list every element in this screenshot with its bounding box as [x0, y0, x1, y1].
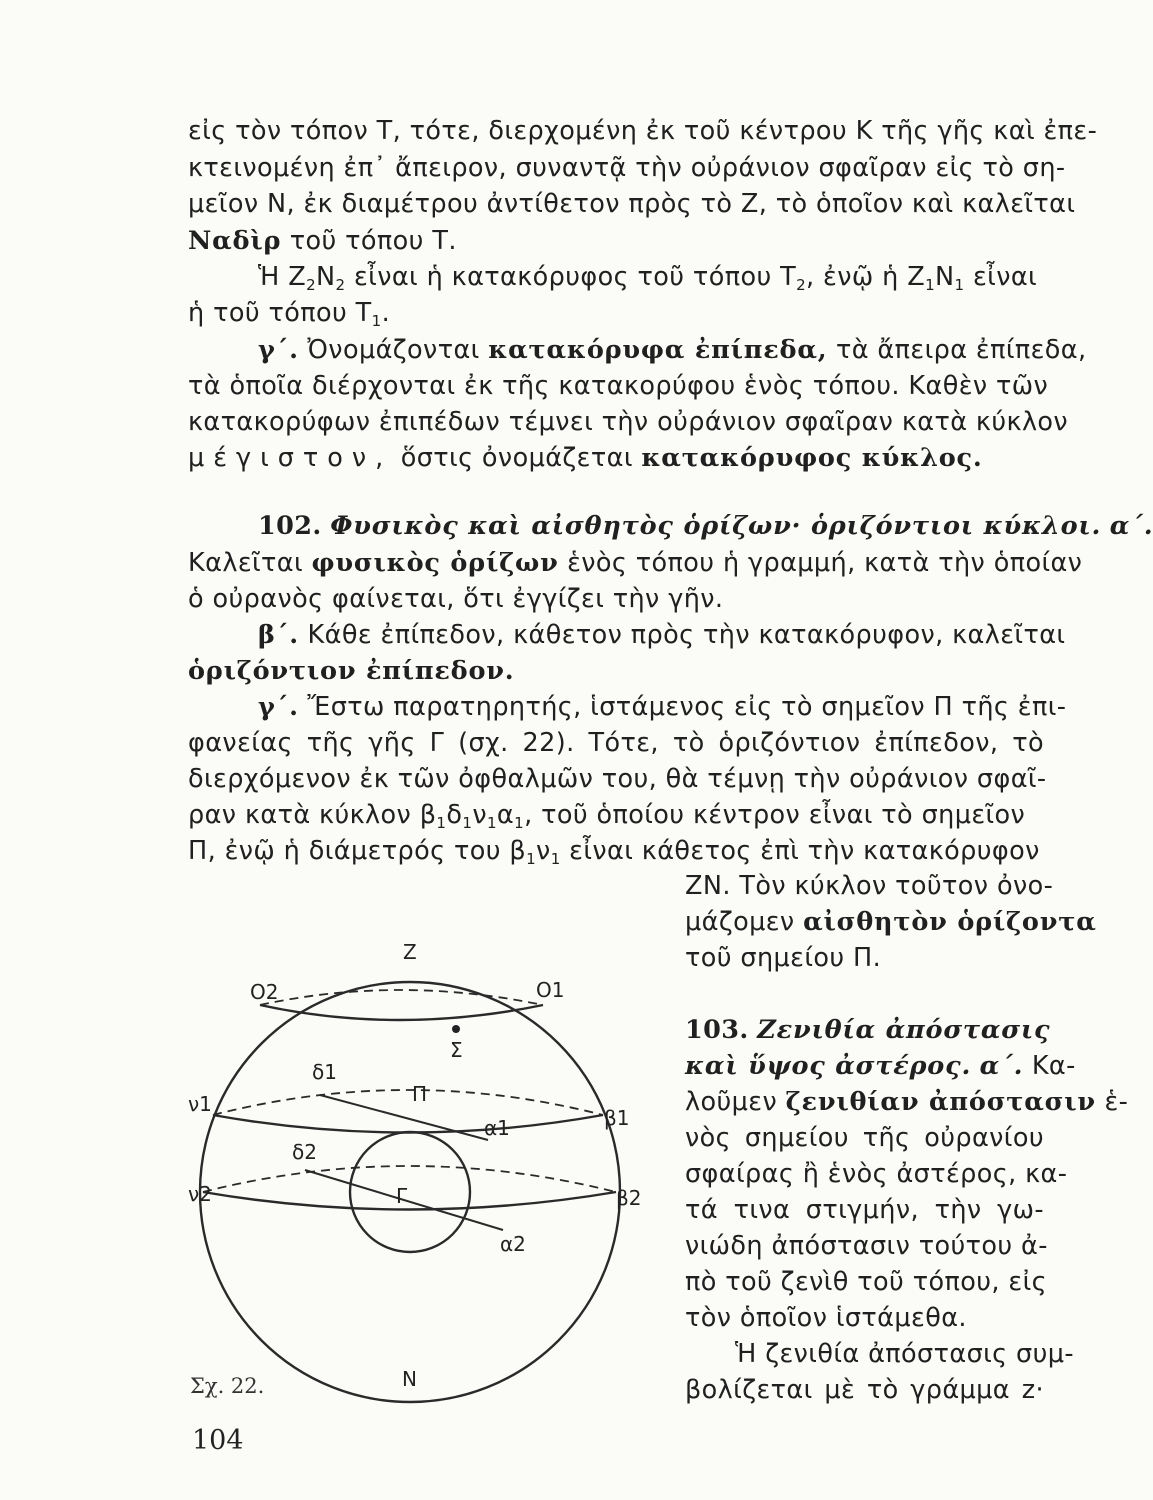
text-span: , ἐνῷ ἡ Z — [806, 262, 926, 292]
label-o2: O2 — [250, 980, 279, 1004]
label-sigma: Σ — [450, 1038, 463, 1062]
text-span: μάζομεν — [685, 907, 795, 937]
label-b2: β2 — [616, 1186, 642, 1210]
text-span: εἶναι — [964, 262, 1038, 292]
text-span: N — [316, 262, 336, 292]
label-beta: β΄. — [258, 620, 299, 650]
text-span: λοῦμεν — [685, 1087, 778, 1117]
text-span: ἑ- — [1104, 1087, 1129, 1117]
text-line — [188, 296, 1044, 330]
text-line: σφαίρας ἢ ἑνὸς ἀστέρος, κα- — [685, 1159, 1068, 1189]
term-vertical-circle: κατακόρυφος κύκλος. — [641, 443, 983, 473]
label-a1: α1 — [484, 1116, 510, 1140]
text-line: Ἡ ζενιθία ἀπόστασις συμ- — [735, 1339, 1074, 1369]
text-line — [685, 1085, 1129, 1119]
subscript: 1 — [954, 276, 965, 294]
figure-caption: Σχ. 22. — [190, 1374, 265, 1398]
text-span: , τοῦ ὁποίου κέντρον εἶναι τὸ σημεῖον — [524, 800, 1026, 830]
text-line — [685, 905, 1097, 939]
label-alpha: α΄. — [1109, 511, 1153, 541]
text-line: εἰς τὸν τόπον Τ, τότε, διερχομένη ἐκ τοῦ κέντρου Κ τῆς γῆς καὶ ἐπε- — [188, 116, 1098, 146]
text-span: ν — [472, 800, 487, 830]
subscript: 1 — [436, 814, 447, 832]
text-line: ὁ οὐρανὸς φαίνεται, ὅτι ἐγγίζει τὴν γῆν. — [188, 584, 724, 614]
text-span: N — [935, 262, 955, 292]
subscript: 1 — [550, 850, 561, 868]
section-heading-103 — [685, 1013, 1051, 1047]
label-o1: O1 — [536, 978, 565, 1002]
text-span: ὅστις ὀνομάζεται — [400, 443, 633, 473]
text-span: Π, ἐνῷ ἡ διάμετρός του β — [188, 836, 527, 866]
label-v2: ν2 — [188, 1182, 212, 1206]
spaced-word: μέγιστον, — [188, 443, 393, 473]
label-d2: δ2 — [292, 1140, 317, 1164]
text-line: κτεινομένη ἐπ᾽ ἄπειρον, συναντᾷ τὴν οὐράνιον σφαῖραν εἰς τὸ ση- — [188, 153, 1066, 183]
text-span: ν — [536, 836, 551, 866]
text-span: τὰ ἄπειρα ἐπίπεδα, — [835, 335, 1087, 365]
star-point — [452, 1025, 460, 1033]
text-line: πὸ τοῦ ζενὶθ τοῦ τόπου, εἰς — [685, 1267, 1047, 1297]
label-v1: ν1 — [188, 1092, 212, 1116]
page-number: 104 — [192, 1425, 244, 1456]
text-line: κατακορύφων ἐπιπέδων τέμνει τὴν οὐράνιον σφαῖραν κατὰ κύκλον — [188, 407, 1069, 437]
ellipse-v1-back — [213, 1090, 603, 1115]
text-span: Ὀνομάζονται — [307, 335, 480, 365]
text-span: ἡ τοῦ τόπου Τ — [188, 298, 372, 328]
subscript: 2 — [335, 276, 346, 294]
text-line — [258, 618, 1066, 652]
celestial-sphere-figure — [188, 935, 648, 1390]
label-alpha: α΄. — [979, 1051, 1024, 1081]
text-span: Κα- — [1031, 1051, 1076, 1081]
text-line — [188, 224, 1044, 258]
text-line — [685, 1049, 1076, 1083]
term-sensible-horizon: αἰσθητὸν ὁρίζοντα — [803, 907, 1097, 937]
label-gamma: γ΄. — [258, 692, 299, 722]
text-span: α — [496, 800, 515, 830]
text-span: δ — [446, 800, 463, 830]
subscript: 1 — [371, 312, 382, 330]
text-span: Καλεῖται — [188, 548, 304, 578]
subscript: 2 — [796, 276, 807, 294]
term-zenith-distance: ζενιθίαν ἀπόστασιν — [785, 1087, 1096, 1117]
section-number: 103. — [685, 1015, 749, 1045]
text-line: διερχόμενον ἐκ τῶν ὀφθαλμῶν του, θὰ τέμνῃ τὴν οὐράνιον σφαῖ- — [188, 764, 1047, 794]
text-line: φανείας τῆς γῆς Γ (σχ. 22). Τότε, τὸ ὁριζόντιον ἐπίπεδον, τὸ — [188, 728, 1044, 758]
text-span: εἶναι ἡ κατακόρυφος τοῦ τόπου Τ — [345, 262, 797, 292]
term-nadir: Ναδὶρ — [188, 226, 282, 256]
text-line — [258, 690, 1067, 724]
text-span: . — [381, 298, 391, 328]
label-d1: δ1 — [312, 1060, 337, 1084]
text-line — [188, 654, 1044, 688]
label-pi: Π — [412, 1082, 428, 1106]
text-line — [258, 333, 1087, 367]
subscript: 1 — [486, 814, 497, 832]
text-line — [188, 441, 1044, 475]
label-gamma-earth: Γ — [396, 1184, 408, 1208]
text-line: τά τινα στιγμήν, τὴν γω- — [685, 1195, 1044, 1225]
text-span: τοῦ τόπου Τ. — [289, 226, 457, 256]
ellipse-o-front — [260, 1005, 543, 1020]
text-line: νὸς σημείου τῆς οὐρανίου — [685, 1123, 1044, 1153]
text-line — [258, 260, 1044, 294]
text-span: ἑνὸς τόπου ἡ γραμμή, κατὰ τὴν ὁποίαν — [567, 548, 1083, 578]
term-vertical-planes: κατακόρυφα ἐπίπεδα, — [488, 335, 828, 365]
section-heading-102 — [258, 509, 1153, 543]
subscript: 1 — [514, 814, 525, 832]
text-span: ραν κατὰ κύκλον β — [188, 800, 437, 830]
text-span: Ἔστω παρατηρητής, ἱστάμενος εἰς τὸ σημεῖον Π τῆς ἐπι- — [307, 692, 1067, 722]
text-line — [188, 798, 1044, 832]
text-line: ZN. Τὸν κύκλον τοῦτον ὀνο- — [685, 871, 1054, 901]
ellipse-v2-back — [203, 1166, 616, 1192]
subscript: 1 — [526, 850, 537, 868]
subscript: 1 — [462, 814, 473, 832]
term-physical-horizon: φυσικὸς ὁρίζων — [311, 548, 559, 578]
text-line: τοῦ σημείου Π. — [685, 943, 882, 973]
text-line: βολίζεται μὲ τὸ γράμμα z· — [685, 1375, 1044, 1405]
text-span: Κάθε ἐπίπεδον, κάθετον πρὸς τὴν κατακόρυφον, καλεῖται — [307, 620, 1066, 650]
text-line: μεῖον Ν, ἐκ διαμέτρου ἀντίθετον πρὸς τὸ Ζ, τὸ ὁποῖον καὶ καλεῖται — [188, 189, 1076, 219]
subscript: 1 — [925, 276, 936, 294]
section-title: Φυσικὸς καὶ αἰσθητὸς ὁρίζων· ὁριζόντιοι κύκλοι. — [330, 511, 1102, 541]
text-span: Ἡ Z — [258, 262, 307, 292]
earth-circle — [350, 1132, 470, 1252]
term-horizontal-plane: ὁριζόντιον ἐπίπεδον. — [188, 656, 515, 686]
label-zenith: Z — [403, 940, 417, 964]
text-line: νιώδη ἀπόστασιν τούτου ἀ- — [685, 1231, 1048, 1261]
text-line: τὸν ὁποῖον ἱστάμεθα. — [685, 1303, 967, 1333]
text-line: τὰ ὁποῖα διέρχονται ἐκ τῆς κατακορύφου ἑνὸς τόπου. Καθὲν τῶν — [188, 371, 1049, 401]
text-line — [188, 834, 1044, 868]
label-a2: α2 — [500, 1232, 526, 1256]
section-title: Ζενιθία ἀπόστασις — [757, 1015, 1051, 1045]
label-gamma: γ΄. — [258, 335, 299, 365]
text-line — [188, 546, 1083, 580]
label-b1: β1 — [604, 1106, 630, 1130]
celestial-sphere-circle — [200, 982, 620, 1402]
text-span: εἶναι κάθετος ἐπὶ τὴν κατακόρυφον — [560, 836, 1040, 866]
section-title-cont: καὶ ὕψος ἀστέρος. — [685, 1051, 972, 1081]
label-nadir: N — [402, 1367, 417, 1391]
section-number: 102. — [258, 511, 322, 541]
subscript: 2 — [306, 276, 317, 294]
